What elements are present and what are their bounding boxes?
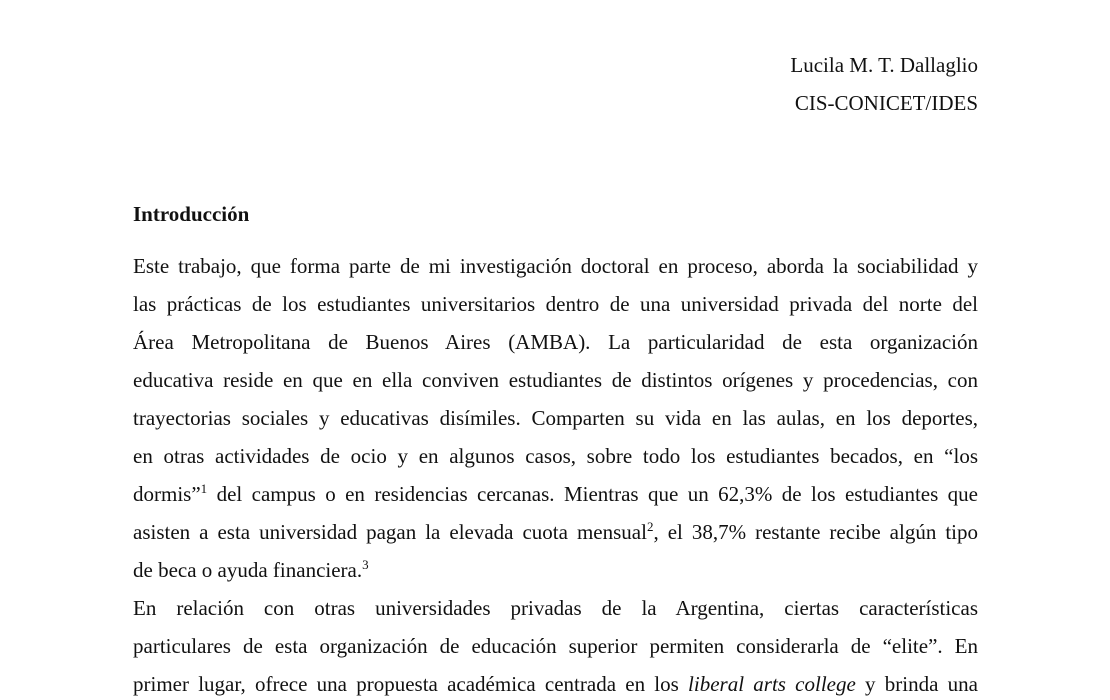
paragraph-1-line-1: Este trabajo, que forma parte de mi investigación doctoral en proceso, aborda la sociabilidad y [133, 254, 978, 278]
author-block [790, 46, 978, 122]
line-3-end: y brinda una [855, 672, 978, 696]
paragraph-2-line-1: En relación con otras universidades privadas de la Argentina, ciertas características [133, 596, 978, 620]
section-heading: Introducción [133, 202, 250, 226]
line-8-start: asisten a esta universidad pagan la elevada cuota mensual [133, 520, 647, 544]
line-9-text: de beca o ayuda financiera. [133, 558, 363, 582]
line-7-end: del campus o en residencias cercanas. Mientras que un 62,3% de los estudiantes que [207, 482, 978, 506]
paragraph-1-line-7 [133, 475, 978, 513]
paragraph-2 [133, 589, 978, 700]
line-3-start: primer lugar, ofrece una propuesta académica centrada en los [133, 672, 689, 696]
paragraph-1-line-9 [133, 551, 978, 589]
footnote-ref-2[interactable]: 2 [646, 519, 654, 534]
paragraph-1-line-5: trayectorias sociales y educativas disímiles. Comparten su vida en las aulas, en los deportes, [133, 406, 978, 430]
body-text [133, 247, 978, 700]
paragraph-1-line-4: educativa reside en que en ella conviven estudiantes de distintos orígenes y procedencias, con [133, 368, 978, 392]
paragraph-1-line-2: las prácticas de los estudiantes universitarios dentro de una universidad privada del norte del [133, 292, 978, 316]
italic-term: liberal arts college [688, 672, 856, 696]
paragraph-2-line-3 [133, 665, 978, 700]
footnote-ref-3[interactable]: 3 [362, 557, 369, 572]
author-name: Lucila M. T. Dallaglio [790, 53, 978, 77]
line-7-start: dormis” [133, 482, 201, 506]
paragraph-1 [133, 247, 978, 589]
paragraph-1-line-6: en otras actividades de ocio y en algunos casos, sobre todo los estudiantes becados, en “los [133, 444, 978, 468]
line-8-end: , el 38,7% restante recibe algún tipo [653, 520, 978, 544]
footnote-ref-1[interactable]: 1 [200, 481, 208, 496]
paragraph-1-line-8 [133, 513, 978, 551]
paragraph-2-line-2: particulares de esta organización de educación superior permiten considerarla de “elite”. En [133, 634, 978, 658]
paragraph-1-line-3: Área Metropolitana de Buenos Aires (AMBA). La particularidad de esta organización [133, 330, 978, 354]
author-affiliation: CIS-CONICET/IDES [794, 91, 978, 115]
